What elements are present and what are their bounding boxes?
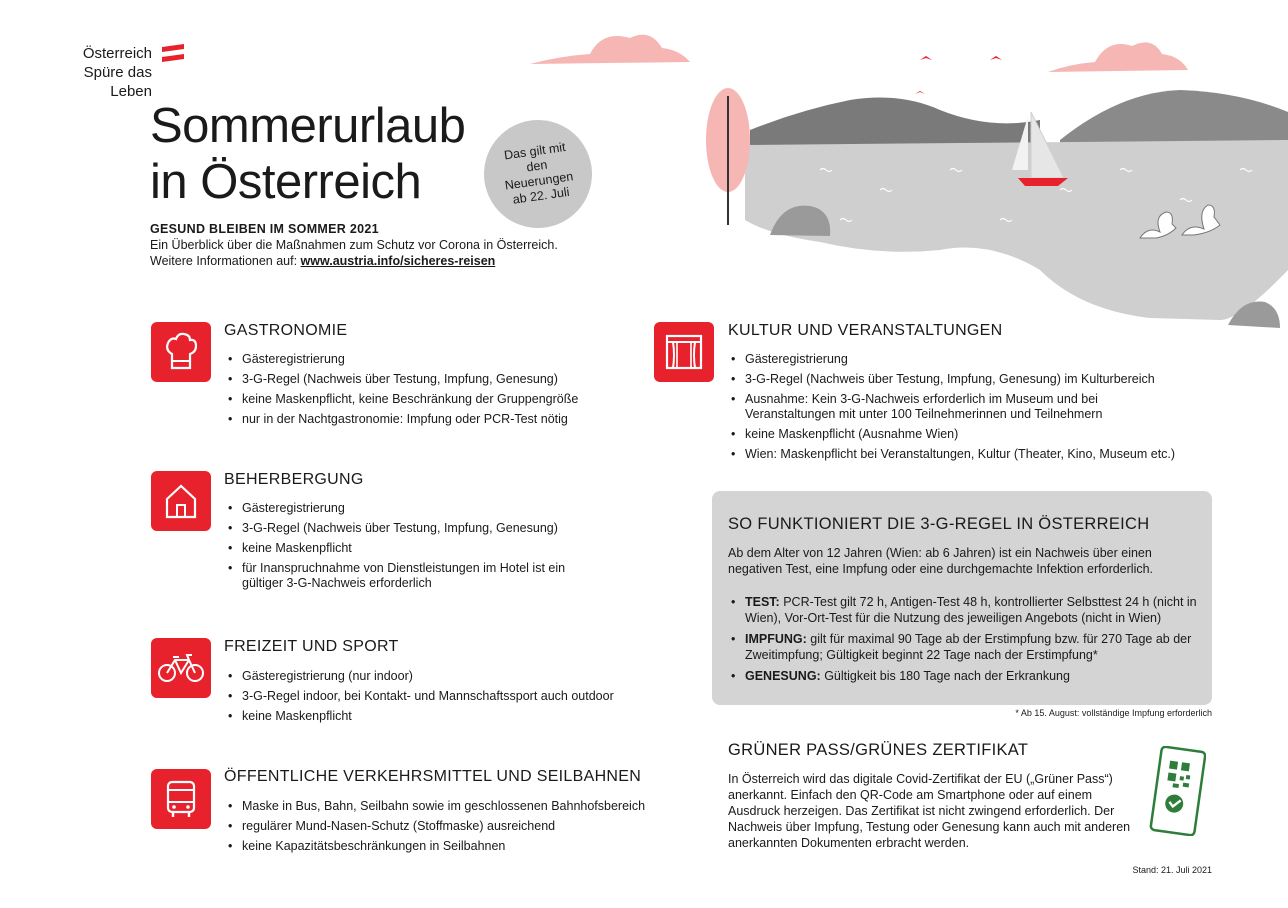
beherbergung-title: BEHERBERGUNG <box>224 471 364 488</box>
list-item: • Gästeregistrierung <box>225 352 625 367</box>
badge-text: Das gilt mit den Neuerungen ab 22. Juli <box>503 139 575 207</box>
bird-3 <box>915 91 925 94</box>
austria-flag-icon <box>162 44 184 62</box>
item-label: GENESUNG: <box>745 669 821 683</box>
freizeit-icon-box <box>151 638 211 698</box>
footnote: * Ab 15. August: vollständige Impfung erforderlich <box>1015 708 1212 718</box>
freizeit-title: FREIZEIT UND SPORT <box>224 638 399 655</box>
gastronomie-title: GASTRONOMIE <box>224 322 348 339</box>
title-line-2: in Österreich <box>150 155 422 209</box>
item-text: PCR-Test gilt 72 h, Antigen-Test 48 h, kontrollierter Selbsttest 24 h (nicht in Wien), Vor-Ort-Test für die Nutzung des jeweiligen Angebots (nicht in Wien) <box>745 595 1197 625</box>
list-item: • Wien: Maskenpflicht bei Veranstaltungen, Kultur (Theater, Kino, Museum etc.) <box>728 447 1208 462</box>
info-link[interactable]: www.austria.info/sicheres-reisen <box>300 254 496 268</box>
intro-text: Ein Überblick über die Maßnahmen zum Schutz vor Corona in Österreich. <box>150 238 558 252</box>
gastronomie-icon-box <box>151 322 211 382</box>
bicycle-icon <box>157 652 205 684</box>
cloud-left <box>530 35 690 64</box>
list-item: • 3-G-Regel (Nachweis über Testung, Impfung, Genesung) <box>225 521 585 536</box>
bird-1 <box>920 56 932 60</box>
bus-icon <box>163 779 199 819</box>
list-item: • Maske in Bus, Bahn, Seilbahn sowie im geschlossenen Bahnhofsbereich <box>225 799 665 814</box>
chef-hat-icon <box>164 332 198 372</box>
intro-more-prefix: Weitere Informationen auf: <box>150 254 301 268</box>
list-item <box>728 631 1198 663</box>
list-item: • nur in der Nachtgastronomie: Impfung oder PCR-Test nötig <box>225 412 625 427</box>
theater-stage-icon <box>664 333 704 371</box>
kultur-list <box>728 352 1208 467</box>
list-item: • keine Maskenpflicht, keine Beschränkung der Gruppengröße <box>225 392 625 407</box>
pass-title: GRÜNER PASS/GRÜNES ZERTIFIKAT <box>728 741 1029 759</box>
pass-text: In Österreich wird das digitale Covid-Zertifikat der EU („Grüner Pass“) anerkannt. Einfach den QR-Code am Smartphone oder auf einem Ausdruck herzeigen. Das Zertifikat ist nicht zwingend erforderlich. Der Nachweis über Impfung, Testung oder Genesung kann auch mit anderen anerkannten Dokumenten erbracht werden. <box>728 772 1131 850</box>
verkehr-icon-box <box>151 769 211 829</box>
house-icon <box>164 483 198 519</box>
lake-landscape-illustration <box>520 20 1288 340</box>
brand-line-2: Spüre das Leben <box>83 64 152 100</box>
kultur-icon-box <box>654 322 714 382</box>
list-item: • regulärer Mund-Nasen-Schutz (Stoffmaske) ausreichend <box>225 819 665 834</box>
list-item: • 3-G-Regel (Nachweis über Testung, Impfung, Genesung) <box>225 372 625 387</box>
list-item: • Gästeregistrierung (nur indoor) <box>225 669 645 684</box>
bird-2 <box>990 56 1002 60</box>
list-item <box>728 594 1198 626</box>
beherbergung-list <box>225 501 585 596</box>
beherbergung-icon-box <box>151 471 211 531</box>
three-g-list <box>728 594 1198 689</box>
freizeit-list <box>225 669 645 729</box>
title-line-1: Sommerurlaub <box>150 99 466 153</box>
list-item: • keine Maskenpflicht <box>225 709 645 724</box>
verkehr-list <box>225 799 665 859</box>
list-item: • 3-G-Regel (Nachweis über Testung, Impfung, Genesung) im Kulturbereich <box>728 372 1208 387</box>
item-text: Gültigkeit bis 180 Tage nach der Erkrankung <box>824 669 1070 683</box>
three-g-text: Ab dem Alter von 12 Jahren (Wien: ab 6 Jahren) ist ein Nachweis über einen negativen Test, eine Impfung oder eine durchgemachte Infektion erforderlich. <box>728 546 1154 576</box>
smartphone-qr-icon <box>1142 746 1206 836</box>
list-item: • keine Maskenpflicht <box>225 541 585 556</box>
intro-block <box>150 221 558 269</box>
three-g-title: SO FUNKTIONIERT DIE 3-G-REGEL IN ÖSTERREICH <box>728 515 1150 533</box>
list-item: • Gästeregistrierung <box>225 501 585 516</box>
list-item <box>728 668 1198 684</box>
intro-more <box>150 253 558 269</box>
intro-subtitle: GESUND BLEIBEN IM SOMMER 2021 <box>150 222 379 236</box>
item-label: TEST: <box>745 595 780 609</box>
item-text: gilt für maximal 90 Tage ab der Erstimpfung bzw. für 270 Tage ab der Zweitimpfung; Gültigkeit beginnt 22 Tage nach der Erstimpfung* <box>745 632 1192 662</box>
verkehr-title: ÖFFENTLICHE VERKEHRSMITTEL UND SEILBAHNEN <box>224 768 642 785</box>
brand-line-1: Österreich <box>82 45 152 62</box>
kultur-title: KULTUR UND VERANSTALTUNGEN <box>728 322 1003 339</box>
item-label: IMPFUNG: <box>745 632 807 646</box>
stand-date: Stand: 21. Juli 2021 <box>1132 865 1212 875</box>
list-item: • keine Maskenpflicht (Ausnahme Wien) <box>728 427 1208 442</box>
page-title <box>150 98 465 210</box>
list-item: • 3-G-Regel indoor, bei Kontakt- und Mannschaftssport auch outdoor <box>225 689 645 704</box>
list-item: • Gästeregistrierung <box>728 352 1208 367</box>
cloud-right <box>1048 42 1188 72</box>
brand-logo-text <box>40 44 152 101</box>
list-item: • keine Kapazitätsbeschränkungen in Seilbahnen <box>225 839 665 854</box>
list-item: • Ausnahme: Kein 3-G-Nachweis erforderlich im Museum und bei Veranstaltungen mit unter 100 Teilnehmerinnen und Teilnehmern <box>728 392 1135 422</box>
list-item: • für Inanspruchnahme von Dienstleistungen im Hotel ist ein gültiger 3-G-Nachweis erforderlich <box>225 561 585 591</box>
three-g-info-box <box>712 491 1212 705</box>
gastronomie-list <box>225 352 625 432</box>
